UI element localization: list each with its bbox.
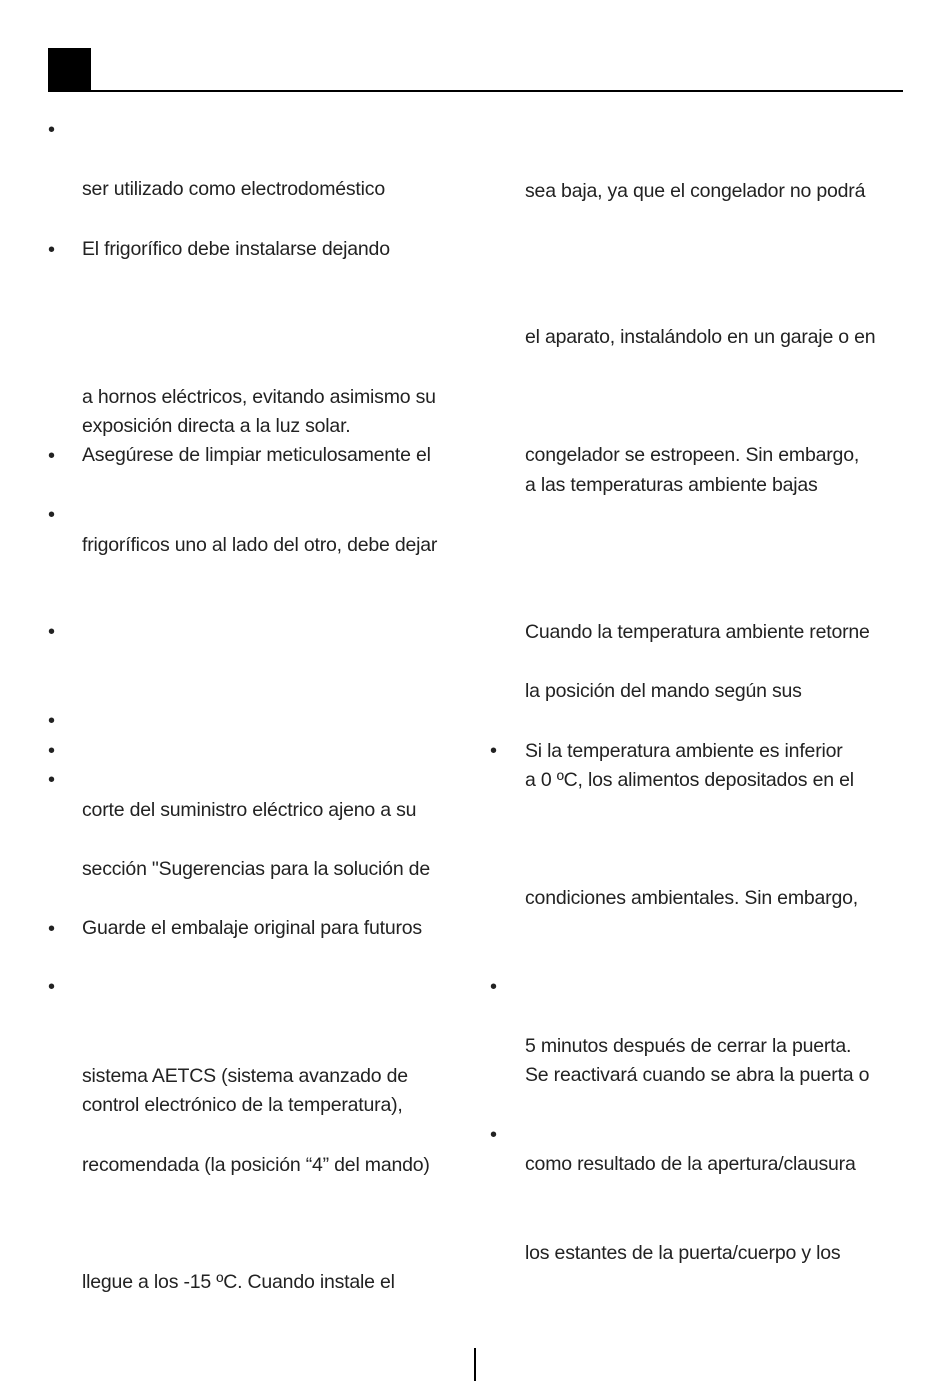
text-line: Si la temperatura ambiente es inferior xyxy=(525,740,843,762)
bullet: • xyxy=(48,769,56,791)
header-rule xyxy=(48,90,903,92)
text-line: a las temperaturas ambiente bajas xyxy=(525,474,818,496)
text-line: llegue a los -15 ºC. Cuando instale el xyxy=(82,1271,395,1293)
text-line: control electrónico de la temperatura), xyxy=(82,1094,403,1116)
bullet: • xyxy=(490,740,498,762)
bullet: • xyxy=(48,976,56,998)
bullet: • xyxy=(48,119,56,141)
text-line: recomendada (la posición “4” del mando) xyxy=(82,1154,430,1176)
text-line: a hornos eléctricos, evitando asimismo su xyxy=(82,386,436,408)
bullet: • xyxy=(48,621,56,643)
bullet: • xyxy=(48,710,56,732)
text-line: corte del suministro eléctrico ajeno a su xyxy=(82,799,417,821)
bullet: • xyxy=(48,445,56,467)
text-line: El frigorífico debe instalarse dejando xyxy=(82,238,390,260)
text-line: sistema AETCS (sistema avanzado de xyxy=(82,1065,408,1087)
text-line: ser utilizado como electrodoméstico xyxy=(82,178,385,200)
text-line: como resultado de la apertura/clausura xyxy=(525,1153,856,1175)
bullet: • xyxy=(48,918,56,940)
text-line: Cuando la temperatura ambiente retorne xyxy=(525,621,870,643)
text-line: frigoríficos uno al lado del otro, debe dejar xyxy=(82,534,438,556)
text-line: Guarde el embalaje original para futuros xyxy=(82,917,422,939)
text-line: la posición del mando según sus xyxy=(525,680,802,702)
text-line: Se reactivará cuando se abra la puerta o xyxy=(525,1064,870,1086)
text-line: el aparato, instalándolo en un garaje o en xyxy=(525,326,876,348)
bullet: • xyxy=(48,740,56,762)
text-line: sea baja, ya que el congelador no podrá xyxy=(525,180,866,202)
text-line: a 0 ºC, los alimentos depositados en el xyxy=(525,769,854,791)
text-line: congelador se estropeen. Sin embargo, xyxy=(525,444,860,466)
text-line: condiciones ambientales. Sin embargo, xyxy=(525,887,858,909)
bullet: • xyxy=(490,976,498,998)
text-line: sección "Sugerencias para la solución de xyxy=(82,858,430,880)
text-line: exposición directa a la luz solar. xyxy=(82,415,351,437)
bullet: • xyxy=(48,239,56,261)
text-line: Asegúrese de limpiar meticulosamente el xyxy=(82,444,431,466)
section-marker-block xyxy=(48,48,91,91)
bullet: • xyxy=(490,1124,498,1146)
text-line: 5 minutos después de cerrar la puerta. xyxy=(525,1035,852,1057)
page-divider xyxy=(474,1348,476,1381)
text-line: los estantes de la puerta/cuerpo y los xyxy=(525,1242,841,1264)
bullet: • xyxy=(48,504,56,526)
